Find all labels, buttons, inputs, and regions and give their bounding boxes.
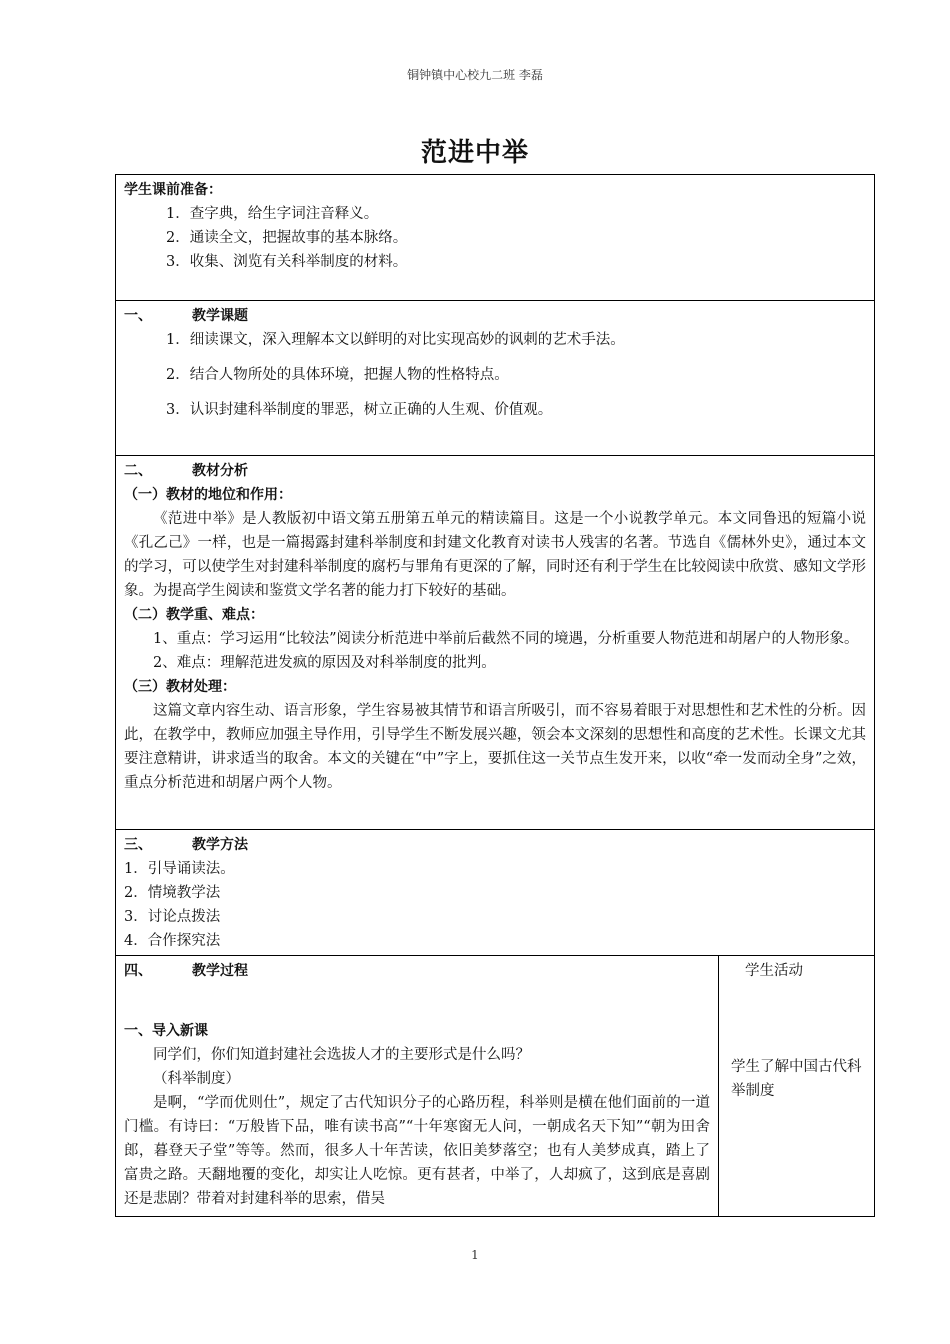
subheading: （三）教材处理： <box>124 679 236 695</box>
paragraph: 是啊，“学而优则仕”，规定了古代知识分子的心路历程，科举则是横在他们面前的一道门槛。有诗曰：“万般皆下品，唯有读书高”“十年寒窗无人问，一朝成名天下知”“朝为田舍郎，暮登天子堂”等等。然而，很多人十年苦读，依旧美梦落空；也有人美梦成真，踏上了富贵之路。天翻地覆的变化，却实让人吃惊。更有甚者，中举了，人却疯了，这到底是喜剧还是悲剧？带着对封建科举的思索，借吴 <box>124 1095 710 1207</box>
section-number: 四、 <box>124 963 152 979</box>
process-column <box>116 956 719 1216</box>
section-title: 教学过程 <box>192 963 248 979</box>
subheading: （一）教材的地位和作用： <box>124 487 292 503</box>
topic-item: 3．认识封建科举制度的罪恶，树立正确的人生观、价值观。 <box>166 402 553 418</box>
section-title: 教学课题 <box>192 308 248 324</box>
activity-note: 学生了解中国古代科举制度 <box>731 1059 862 1099</box>
method-item: 4．合作探究法 <box>124 933 221 949</box>
section-number: 一、 <box>124 308 152 324</box>
section-title: 教材分析 <box>192 463 248 479</box>
prep-item: 3．收集、浏览有关科举制度的材料。 <box>166 254 408 270</box>
method-item: 1．引导诵读法。 <box>124 861 235 877</box>
lesson-plan-table <box>115 174 875 1217</box>
process-section <box>116 956 874 1216</box>
prep-heading: 学生课前准备： <box>124 182 222 198</box>
topic-section <box>116 301 874 456</box>
activity-heading: 学生活动 <box>745 963 803 979</box>
key-point: 1、重点：学习运用“比较法”阅读分析范进中举前后截然不同的境遇，分析重要人物范进和胡屠户的人物形象。 <box>153 631 859 647</box>
topic-item: 1．细读课文，深入理解本文以鲜明的对比实现高妙的讽刺的艺术手法。 <box>166 332 625 348</box>
section-heading <box>124 833 866 857</box>
prep-section <box>116 175 874 301</box>
answer: （科举制度） <box>153 1071 240 1087</box>
method-item: 2．情境教学法 <box>124 885 221 901</box>
method-item: 3．讨论点拨法 <box>124 909 221 925</box>
student-activity-column <box>719 956 874 1216</box>
section-number: 三、 <box>124 837 152 853</box>
material-section <box>116 456 874 830</box>
section-heading <box>124 459 866 483</box>
difficult-point: 2、难点：理解范进发疯的原因及对科举制度的批判。 <box>153 655 496 671</box>
prep-item: 1．查字典，给生字词注音释义。 <box>166 206 379 222</box>
subheading: 一、导入新课 <box>124 1023 208 1039</box>
section-heading <box>124 304 866 328</box>
paragraph: 《范进中举》是人教版初中语文第五册第五单元的精读篇目。这是一个小说教学单元。本文同鲁迅的短篇小说《孔乙己》一样，也是一篇揭露封建科举制度和封建文化教育对读书人残害的名著。节选自《儒林外史》，通过本文的学习，可以使学生对封建科举制度的腐朽与罪角有更深的了解，同时还有利于学生在比较阅读中欣赏、感知文学形象。为提高学生阅读和鉴赏文学名著的能力打下较好的基础。 <box>124 511 866 599</box>
paragraph: 这篇文章内容生动、语言形象，学生容易被其情节和语言所吸引，而不容易着眼于对思想性和艺术性的分析。因此，在教学中，教师应加强主导作用，引导学生不断发展兴趣，领会本文深刻的思想性和高度的艺术性。长课文尤其要注意精讲，讲求适当的取舍。本文的关键在“中”字上，要抓住这一关节点生发开来，以收“牵一发而动全身”之效，重点分析范进和胡屠户两个人物。 <box>124 703 866 791</box>
section-title: 教学方法 <box>192 837 248 853</box>
subheading: （二）教学重、难点： <box>124 607 264 623</box>
section-number: 二、 <box>124 463 152 479</box>
section-heading <box>124 959 710 983</box>
question: 同学们，你们知道封建社会选拔人才的主要形式是什么吗？ <box>153 1047 530 1063</box>
document-title: 范进中举 <box>420 138 529 168</box>
prep-item: 2．通读全文，把握故事的基本脉络。 <box>166 230 408 246</box>
page-number: 1 <box>471 1248 479 1262</box>
method-section <box>116 830 874 956</box>
topic-item: 2．结合人物所处的具体环境，把握人物的性格特点。 <box>166 367 509 383</box>
page-header: 铜钟镇中心校九二班 李磊 <box>407 68 543 82</box>
